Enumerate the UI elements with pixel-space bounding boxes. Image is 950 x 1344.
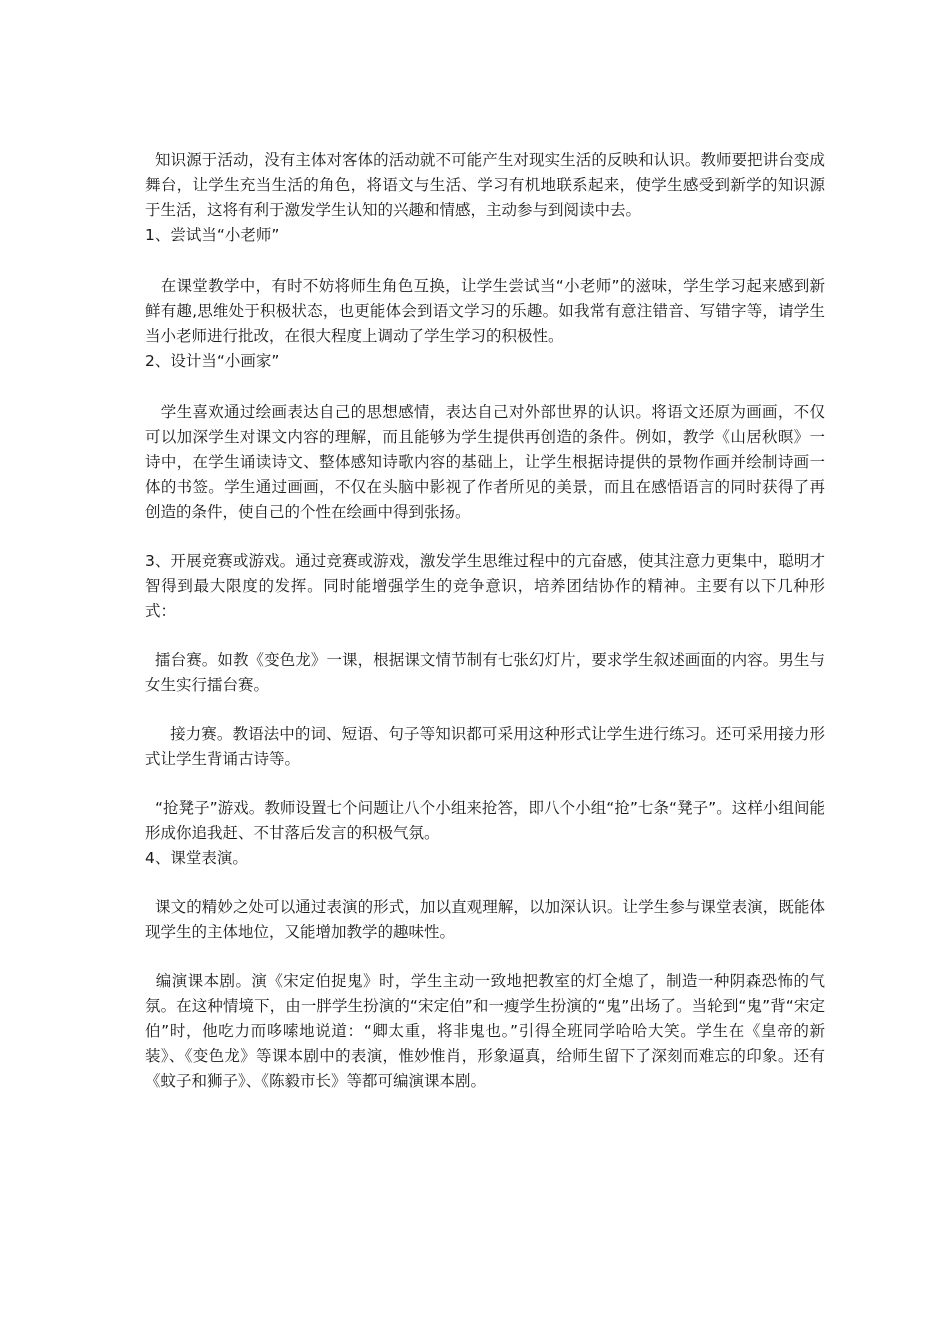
chair-game-paragraph: “抢凳子”游戏。教师设置七个问题让八个小组来抢答，即八个小组“抢”七条“凳子”。这样小组间能形成你追我赶、不甘落后发言的积极气氛。 [145,799,825,842]
textbook-drama-paragraph: 编演课本剧。演《宋定伯捉鬼》时，学生主动一致地把教室的灯全熄了，制造一种阴森恐怖的气氛。在这种情境下，由一胖学生扮演的“宋定伯”和一瘦学生扮演的“鬼”出场了。当轮到“鬼”背“宋定伯”时，他吃力而哆嗦地说道：“卿太重，将非鬼也。”引得全班同学哈哈大笑。学生在《皇帝的新装》、《变色龙》等课本剧中的表演，惟妙惟肖，形象逼真，给师生留下了深刻而难忘的印象。还有《蚊子和狮子》、《陈毅市长》等都可编演课本剧。 [145,972,825,1090]
intro-paragraph: 知识源于活动，没有主体对客体的活动就不可能产生对现实生活的反映和认识。教师要把讲台变成舞台，让学生充当生活的角色，将语文与生活、学习有机地联系起来，使学生感受到新学的知识源于生活，这将有利于激发学生认知的兴趣和情感，主动参与到阅读中去。 [145,151,825,219]
section-heading-1: 1、尝试当“小老师” [145,226,280,244]
section-heading-4: 4、课堂表演。 [145,849,248,867]
document-page [145,148,825,1094]
arena-contest-paragraph: 擂台赛。如教《变色龙》一课，根据课文情节制有七张幻灯片，要求学生叙述画面的内容。男生与女生实行擂台赛。 [145,651,825,694]
section-4-paragraph: 课文的精妙之处可以通过表演的形式，加以直观理解，以加深认识。让学生参与课堂表演，既能体现学生的主体地位，又能增加教学的趣味性。 [145,898,825,941]
section-3-paragraph: 3、开展竞赛或游戏。通过竞赛或游戏，激发学生思维过程中的亢奋感，使其注意力更集中，聪明才智得到最大限度的发挥。同时能增强学生的竞争意识，培养团结协作的精神。主要有以下几种形式： [145,552,825,620]
section-heading-2: 2、设计当“小画家” [145,352,280,370]
section-1-paragraph: 在课堂教学中，有时不妨将师生角色互换，让学生尝试当“小老师”的滋味，学生学习起来感到新鲜有趣,思维处于积极状态，也更能体会到语文学习的乐趣。如我常有意注错音、写错字等，请学生当小老师进行批改，在很大程度上调动了学生学习的积极性。 [145,277,825,345]
section-2-paragraph: 学生喜欢通过绘画表达自己的思想感情，表达自己对外部世界的认识。将语文还原为画画，不仅可以加深学生对课文内容的理解，而且能够为学生提供再创造的条件。例如，教学《山居秋暝》一诗中，在学生诵读诗文、整体感知诗歌内容的基础上，让学生根据诗提供的景物作画并绘制诗画一体的书签。学生通过画画，不仅在头脑中影视了作者所见的美景，而且在感悟语言的同时获得了再创造的条件，使自己的个性在绘画中得到张扬。 [145,403,825,521]
relay-contest-paragraph: 接力赛。教语法中的词、短语、句子等知识都可采用这种形式让学生进行练习。还可采用接力形式让学生背诵古诗等。 [145,725,825,768]
